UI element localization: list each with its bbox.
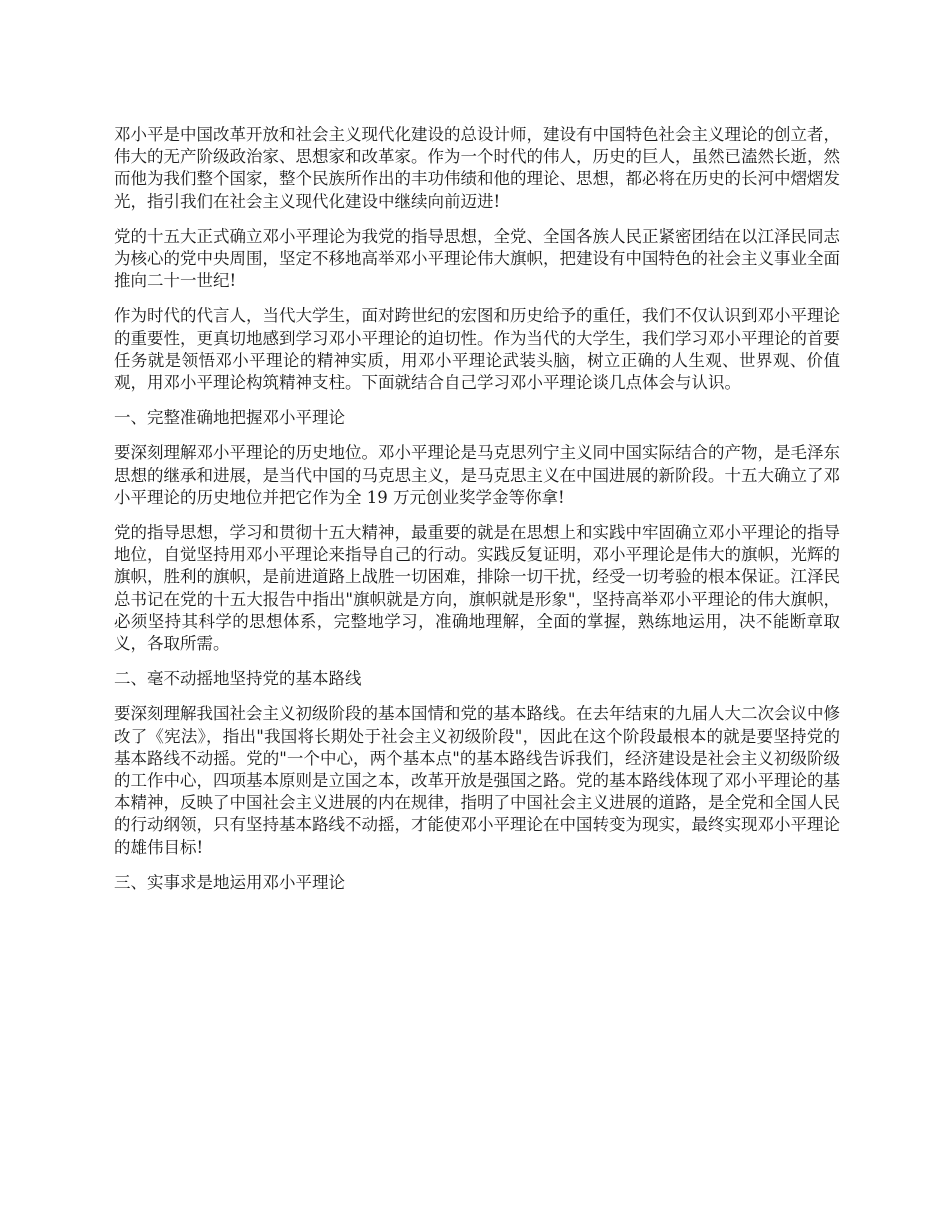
document-body (114, 124, 840, 907)
section-heading-3: 三、实事求是地运用邓小平理论 (114, 872, 345, 892)
paragraph-party-congress: 党的十五大正式确立邓小平理论为我党的指导思想，全党、全国各族人民正紧密团结在以江泽民同志为核心的党中央周围，坚定不移地高举邓小平理论伟大旗帜，把建设有中国特色的社会主义事业全面推向二十一世纪! (114, 226, 840, 291)
paragraph-basic-line: 要深刻理解我国社会主义初级阶段的基本国情和党的基本路线。在去年结束的九届人大二次会议中修改了《宪法》，指出"我国将长期处于社会主义初级阶段"，因此在这个阶段最根本的就是要坚持党的基本路线不动摇。党的"一个中心，两个基本点"的基本路线告诉我们，经济建设是社会主义初级阶级的工作中心，四项基本原则是立国之本，改革开放是强国之路。党的基本路线体现了邓小平理论的基本精神，反映了中国社会主义进展的内在规律，指明了中国社会主义进展的道路，是全党和全国人民的行动纲领，只有坚持基本路线不动摇，才能使邓小平理论在中国转变为现实，最终实现邓小平理论的雄伟目标! (114, 704, 840, 857)
paragraph-guiding-thought: 党的指导思想，学习和贯彻十五大精神，最重要的就是在思想上和实践中牢固确立邓小平理论的指导地位，自觉坚持用邓小平理论来指导自己的行动。实践反复证明，邓小平理论是伟大的旗帜，光辉的旗帜，胜利的旗帜，是前进道路上战胜一切困难，排除一切干扰，经受一切考验的根本保证。江泽民总书记在党的十五大报告中指出"旗帜就是方向，旗帜就是形象"，坚持高举邓小平理论的伟大旗帜，必须坚持其科学的思想体系，完整地学习，准确地理解，全面的掌握，熟练地运用，决不能断章取义，各取所需。 (114, 523, 840, 654)
paragraph-students: 作为时代的代言人，当代大学生，面对跨世纪的宏图和历史给予的重任，我们不仅认识到邓小平理论的重要性，更真切地感到学习邓小平理论的迫切性。作为当代的大学生，我们学习邓小平理论的首要任务就是领悟邓小平理论的精神实质，用邓小平理论武装头脑，树立正确的人生观、世界观、价值观，用邓小平理论构筑精神支柱。下面就结合自己学习邓小平理论谈几点体会与认识。 (114, 306, 840, 393)
intro-paragraph: 邓小平是中国改革开放和社会主义现代化建设的总设计师，建设有中国特色社会主义理论的创立者，伟大的无产阶级政治家、思想家和改革家。作为一个时代的伟人，历史的巨人，虽然已溘然长逝，然而他为我们整个国家，整个民族所作出的丰功伟绩和他的理论、思想，都必将在历史的长河中熠熠发光，指引我们在社会主义现代化建设中继续向前迈进! (114, 125, 840, 211)
section-heading-2: 二、毫不动摇地坚持党的基本路线 (114, 669, 362, 689)
section-heading-1: 一、完整准确地把握邓小平理论 (114, 408, 345, 428)
paragraph-historical-status: 要深刻理解邓小平理论的历史地位。邓小平理论是马克思列宁主义同中国实际结合的产物，是毛泽东思想的继承和进展，是当代中国的马克思主义，是马克思主义在中国进展的新阶段。十五大确立了邓小平理论的历史地位并把它作为全 19 万元创业奖学金等你拿! (114, 443, 840, 507)
